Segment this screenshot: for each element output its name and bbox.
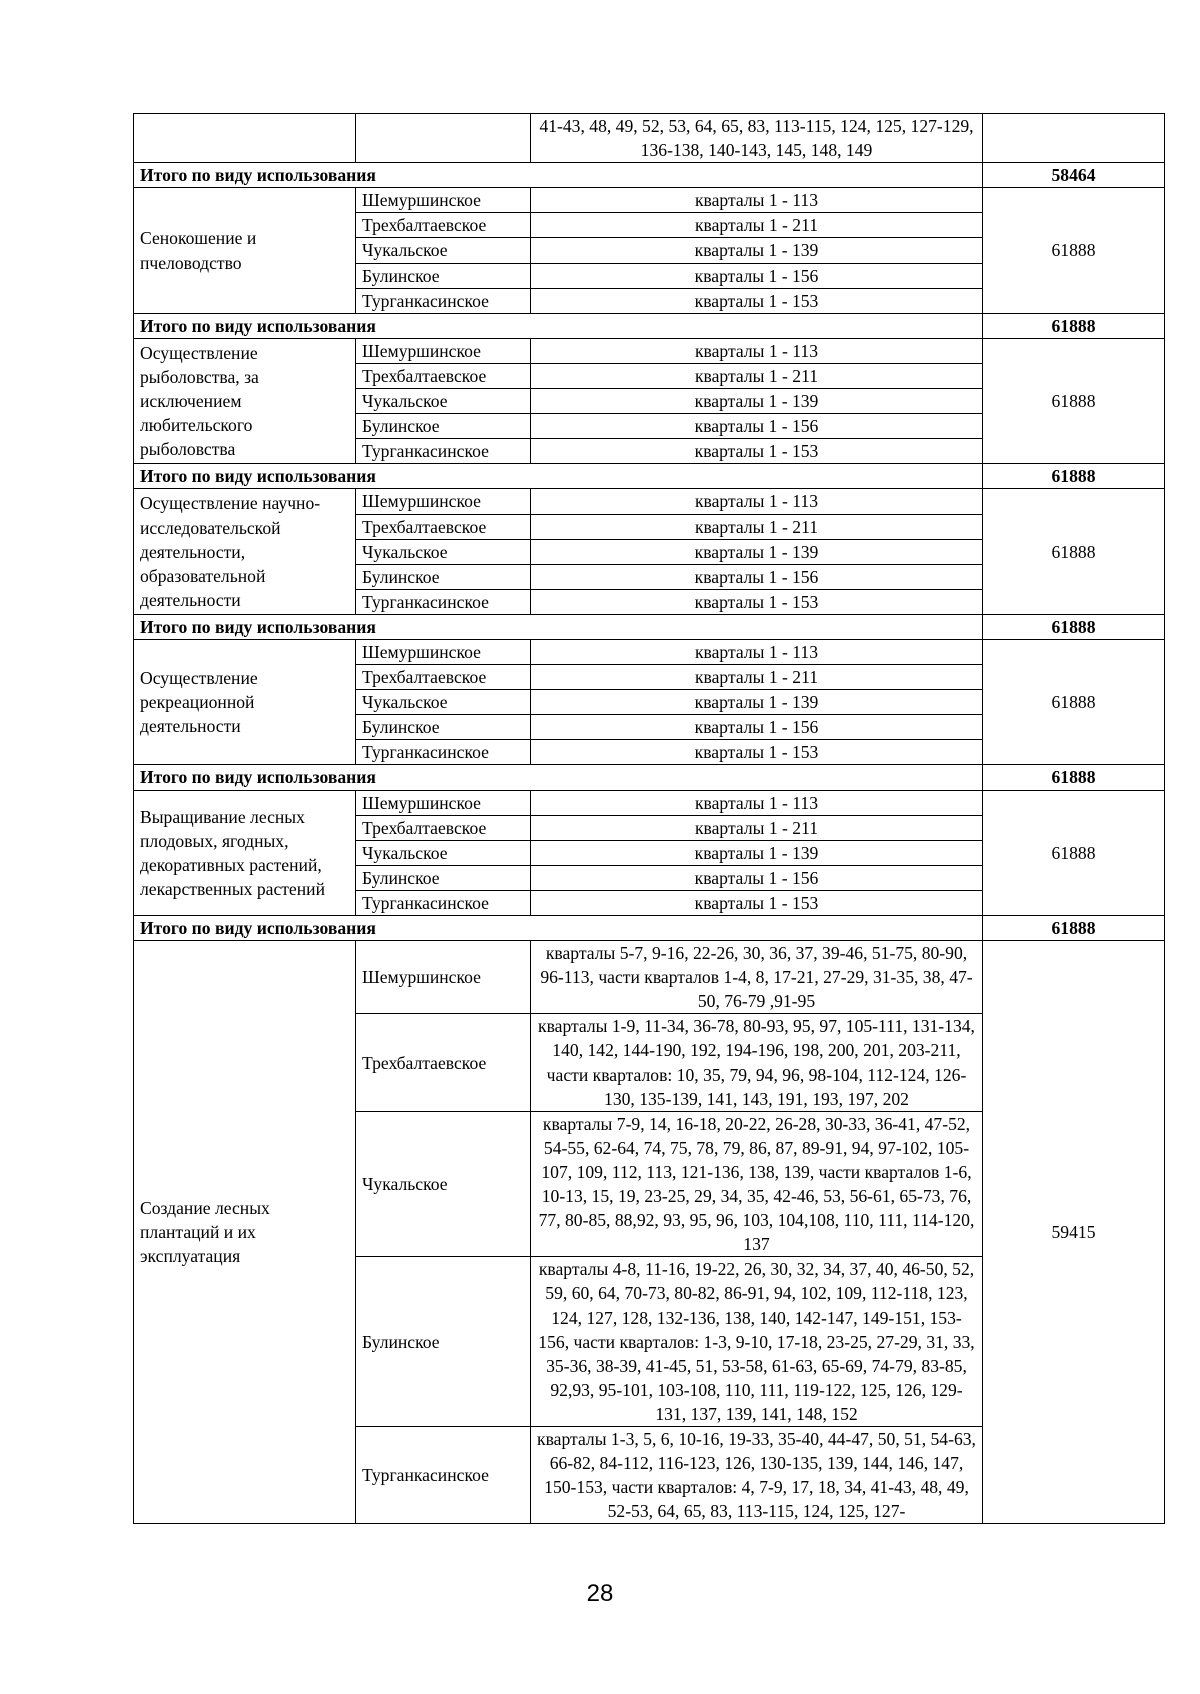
quarters-cell: кварталы 1 - 211 bbox=[531, 514, 983, 539]
quarters-cell: кварталы 1 - 113 bbox=[531, 338, 983, 363]
table-row bbox=[134, 188, 1165, 213]
area-cell: 61888 bbox=[983, 639, 1165, 764]
total-label: Итого по виду использования bbox=[134, 614, 983, 639]
district-cell: Трехбалтаевское bbox=[356, 1014, 531, 1111]
district-cell: Трехбалтаевское bbox=[356, 665, 531, 690]
total-area: 61888 bbox=[983, 614, 1165, 639]
total-row bbox=[134, 313, 1165, 338]
district-cell: Турганкасинское bbox=[356, 890, 531, 915]
total-row bbox=[134, 464, 1165, 489]
quarters-cell: кварталы 1 - 139 bbox=[531, 840, 983, 865]
use-type-cell: Осуществление научно-исследовательской деятельности, образовательной деятельности bbox=[134, 489, 356, 614]
area-cell: 59415 bbox=[983, 941, 1165, 1524]
table-row bbox=[134, 790, 1165, 815]
district-cell: Чукальское bbox=[356, 389, 531, 414]
district-cell: Чукальское bbox=[356, 840, 531, 865]
use-type-cell: Создание лесных плантаций и их эксплуатация bbox=[134, 941, 356, 1524]
total-row bbox=[134, 765, 1165, 790]
quarters-cell: кварталы 1 - 211 bbox=[531, 815, 983, 840]
district-cell: Шемуршинское bbox=[356, 941, 531, 1014]
quarters-cell: кварталы 1 - 139 bbox=[531, 389, 983, 414]
use-type-cell: Сенокошение и пчеловодство bbox=[134, 188, 356, 313]
total-area: 61888 bbox=[983, 464, 1165, 489]
total-label: Итого по виду использования bbox=[134, 916, 983, 941]
district-cell: Трехбалтаевское bbox=[356, 213, 531, 238]
quarters-cell: кварталы 1 - 156 bbox=[531, 414, 983, 439]
total-label: Итого по виду использования bbox=[134, 313, 983, 338]
quarters-cell: кварталы 1 - 113 bbox=[531, 489, 983, 514]
district-cell: Булинское bbox=[356, 414, 531, 439]
quarters-cell: кварталы 1 - 211 bbox=[531, 213, 983, 238]
quarters-cell: кварталы 1 - 211 bbox=[531, 363, 983, 388]
total-label: Итого по виду использования bbox=[134, 765, 983, 790]
district-cell: Турганкасинское bbox=[356, 439, 531, 464]
district-cell: Чукальское bbox=[356, 1111, 531, 1257]
quarters-cell: кварталы 1 - 153 bbox=[531, 740, 983, 765]
quarters-cell: кварталы 4-8, 11-16, 19-22, 26, 30, 32, 34, 37, 40, 46-50, 52, 59, 60, 64, 70-73, 80-82, 86-91, 94, 102, 109, 112-118, 123, 124, 127, 128, 132-136, 138, 140, 142-147, 149-151, 153-156, части кварталов: 1-3, 9-10, 17-18, 23-25, 27-29, 31, 33, 35-36, 38-39, 41-45, 51, 53-58, 61-63, 65-69, 74-79, 83-85, 92,93, 95-101, 103-108, 110, 111, 119-122, 125, 126, 129-131, 137, 139, 141, 148, 152 bbox=[531, 1257, 983, 1427]
district-cell: Шемуршинское bbox=[356, 639, 531, 664]
district-cell: Шемуршинское bbox=[356, 188, 531, 213]
district-cell: Шемуршинское bbox=[356, 489, 531, 514]
district-cell: Булинское bbox=[356, 1257, 531, 1427]
table-row bbox=[134, 114, 1165, 163]
total-area: 61888 bbox=[983, 765, 1165, 790]
district-cell: Шемуршинское bbox=[356, 338, 531, 363]
district-cell: Чукальское bbox=[356, 539, 531, 564]
quarters-cell: кварталы 1 - 156 bbox=[531, 564, 983, 589]
area-cell: 61888 bbox=[983, 489, 1165, 614]
page-number: 28 bbox=[586, 1580, 614, 1607]
quarters-cell: кварталы 7-9, 14, 16-18, 20-22, 26-28, 30-33, 36-41, 47-52, 54-55, 62-64, 74, 75, 78, 79, 86, 87, 89-91, 94, 97-102, 105-107, 109, 112, 113, 121-136, 138, 139, части кварталов 1-6, 10-13, 15, 19, 23-25, 29, 34, 35, 42-46, 53, 56-61, 65-73, 76, 77, 80-85, 88,92, 93, 95, 96, 103, 104,108, 110, 111, 114-120, 137 bbox=[531, 1111, 983, 1257]
district-cell: Шемуршинское bbox=[356, 790, 531, 815]
quarters-cell: кварталы 1 - 139 bbox=[531, 690, 983, 715]
use-type-cell: Осуществление рыболовства, за исключением любительского рыболовства bbox=[134, 338, 356, 463]
area-cell: 61888 bbox=[983, 790, 1165, 915]
table-row bbox=[134, 489, 1165, 514]
quarters-cell: кварталы 1 - 113 bbox=[531, 639, 983, 664]
area-cell bbox=[983, 114, 1165, 163]
use-type-cell: Выращивание лесных плодовых, ягодных, декоративных растений, лекарственных растений bbox=[134, 790, 356, 915]
district-cell: Турганкасинское bbox=[356, 1426, 531, 1523]
total-area: 58464 bbox=[983, 163, 1165, 188]
total-label: Итого по виду использования bbox=[134, 163, 983, 188]
district-cell: Трехбалтаевское bbox=[356, 363, 531, 388]
district-cell: Трехбалтаевское bbox=[356, 514, 531, 539]
total-row bbox=[134, 614, 1165, 639]
quarters-cell: кварталы 1 - 156 bbox=[531, 865, 983, 890]
quarters-cell: кварталы 5-7, 9-16, 22-26, 30, 36, 37, 39-46, 51-75, 80-90, 96-113, части кварталов 1-4, 8, 17-21, 27-29, 31-35, 38, 47-50, 76-79 ,91-95 bbox=[531, 941, 983, 1014]
district-cell: Турганкасинское bbox=[356, 589, 531, 614]
quarters-cell: кварталы 1 - 156 bbox=[531, 715, 983, 740]
district-cell: Трехбалтаевское bbox=[356, 815, 531, 840]
district-cell: Чукальское bbox=[356, 690, 531, 715]
quarters-cell: кварталы 1 - 153 bbox=[531, 890, 983, 915]
table-row bbox=[134, 338, 1165, 363]
quarters-cell: кварталы 1 - 113 bbox=[531, 790, 983, 815]
district-cell bbox=[356, 114, 531, 163]
district-cell: Булинское bbox=[356, 865, 531, 890]
district-cell: Булинское bbox=[356, 564, 531, 589]
total-area: 61888 bbox=[983, 313, 1165, 338]
area-cell: 61888 bbox=[983, 338, 1165, 463]
area-cell: 61888 bbox=[983, 188, 1165, 313]
quarters-cell: 41-43, 48, 49, 52, 53, 64, 65, 83, 113-115, 124, 125, 127-129, 136-138, 140-143, 145, 148, 149 bbox=[531, 114, 983, 163]
quarters-cell: кварталы 1 - 139 bbox=[531, 539, 983, 564]
district-cell: Чукальское bbox=[356, 238, 531, 263]
total-row bbox=[134, 163, 1165, 188]
total-label: Итого по виду использования bbox=[134, 464, 983, 489]
quarters-cell: кварталы 1-3, 5, 6, 10-16, 19-33, 35-40, 44-47, 50, 51, 54-63, 66-82, 84-112, 116-123, 126, 130-135, 139, 144, 146, 147, 150-153, части кварталов: 4, 7-9, 17, 18, 34, 41-43, 48, 49, 52-53, 64, 65, 83, 113-115, 124, 125, 127- bbox=[531, 1426, 983, 1523]
table-row bbox=[134, 941, 1165, 1014]
quarters-cell: кварталы 1 - 139 bbox=[531, 238, 983, 263]
total-row bbox=[134, 916, 1165, 941]
quarters-cell: кварталы 1-9, 11-34, 36-78, 80-93, 95, 97, 105-111, 131-134, 140, 142, 144-190, 192, 194-196, 198, 200, 201, 203-211, части кварталов: 10, 35, 79, 94, 96, 98-104, 112-124, 126-130, 135-139, 141, 143, 191, 193, 197, 202 bbox=[531, 1014, 983, 1111]
district-cell: Турганкасинское bbox=[356, 288, 531, 313]
type-cell bbox=[134, 114, 356, 163]
quarters-cell: кварталы 1 - 153 bbox=[531, 439, 983, 464]
district-cell: Булинское bbox=[356, 263, 531, 288]
land-use-table bbox=[133, 113, 1165, 1524]
quarters-cell: кварталы 1 - 211 bbox=[531, 665, 983, 690]
quarters-cell: кварталы 1 - 113 bbox=[531, 188, 983, 213]
district-cell: Турганкасинское bbox=[356, 740, 531, 765]
table-row bbox=[134, 639, 1165, 664]
total-area: 61888 bbox=[983, 916, 1165, 941]
quarters-cell: кварталы 1 - 153 bbox=[531, 589, 983, 614]
quarters-cell: кварталы 1 - 153 bbox=[531, 288, 983, 313]
district-cell: Булинское bbox=[356, 715, 531, 740]
quarters-cell: кварталы 1 - 156 bbox=[531, 263, 983, 288]
use-type-cell: Осуществление рекреационной деятельности bbox=[134, 639, 356, 764]
